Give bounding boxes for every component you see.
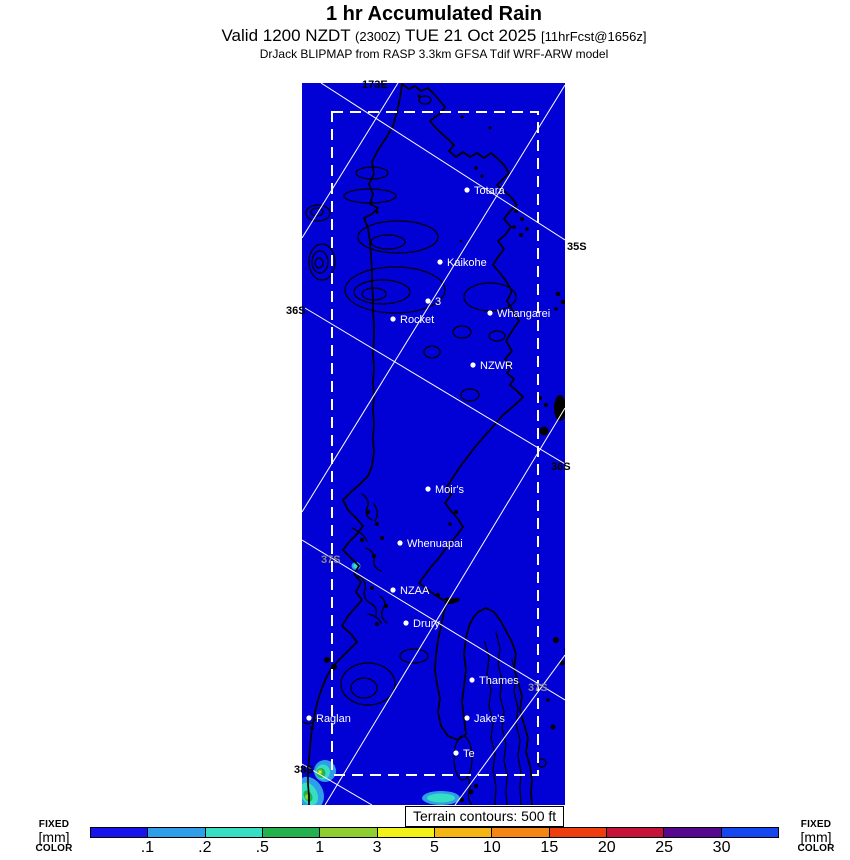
site-dot [403, 620, 408, 625]
site-dot [425, 486, 430, 491]
site-dot [470, 362, 475, 367]
colorbar-tick-label: 3 [372, 839, 382, 856]
colorbar-segment [147, 828, 204, 837]
colorbar-tick-label: 5 [430, 839, 439, 856]
site-label: Whangarei [497, 308, 551, 320]
site-label: Drury [413, 618, 440, 630]
colorbar-segment [319, 828, 376, 837]
site-label: Kaikohe [447, 257, 487, 269]
colorbar-caption-color: COLOR [797, 843, 835, 854]
site-label: Totara [474, 185, 505, 197]
site-label: Raglan [316, 713, 351, 725]
site-dot [306, 715, 311, 720]
site-label: Whenuapai [407, 538, 463, 550]
terrain-contours-note: Terrain contours: 500 ft [405, 806, 564, 827]
site-dot [390, 316, 395, 321]
graticule-label: 38S [294, 764, 314, 776]
colorbar-tick-label: 1 [315, 839, 325, 856]
colorbar-segment [491, 828, 548, 837]
site-dot [453, 750, 458, 755]
site-label: Thames [479, 675, 519, 687]
graticule-label: 173E [362, 79, 388, 91]
map-background [302, 83, 565, 805]
site-dot [397, 540, 402, 545]
site-label: Te [463, 748, 475, 760]
colorbar-segment [721, 828, 778, 837]
graticule-label: 37S [528, 682, 548, 694]
colorbar-tick-label: 15 [540, 839, 559, 856]
graticule-label: 37S [321, 554, 341, 566]
colorbar-segment [91, 828, 147, 837]
colorbar-segment [434, 828, 491, 837]
colorbar-segment [549, 828, 606, 837]
site-dot [464, 187, 469, 192]
colorbar-ticks [0, 839, 850, 857]
valid-date: TUE 21 Oct 2025 [400, 26, 542, 45]
colorbar-segment [377, 828, 434, 837]
site-label: Jake's [474, 713, 505, 725]
graticule-label: 36S [551, 461, 571, 473]
colorbar-caption-units: [mm] [800, 829, 832, 845]
site-label: 3 [435, 296, 442, 308]
colorbar-segment [606, 828, 663, 837]
colorbar-tick-label: 20 [597, 839, 616, 856]
colorbar [90, 827, 779, 838]
colorbar-tick-label: 10 [483, 839, 501, 856]
graticule-label: 36S [286, 305, 306, 317]
colorbar-caption-units: [mm] [38, 829, 70, 845]
site-label: NZWR [480, 360, 513, 372]
colorbar-caption-fixed: FIXED [38, 819, 70, 830]
colorbar-caption-right [792, 820, 840, 854]
colorbar-tick-label: .5 [255, 839, 269, 856]
model-line: DrJack BLIPMAP from RASP 3.3km GFSA Tdif WRF-ARW model [259, 47, 609, 61]
colorbar-caption-fixed: FIXED [800, 819, 832, 830]
colorbar-segment [262, 828, 319, 837]
graticule-label: 35S [567, 241, 587, 253]
site-label: Moir's [435, 484, 464, 496]
colorbar-tick-label: 25 [655, 839, 674, 856]
colorbar-tick-label: 30 [712, 839, 731, 856]
colorbar-segment [205, 828, 262, 837]
valid-zulu: (2300Z) [355, 29, 401, 44]
colorbar-segment [663, 828, 720, 837]
forecast-info: [11hrFcst@1656z] [541, 29, 647, 44]
site-label: NZAA [400, 585, 430, 597]
site-dot [390, 587, 395, 592]
site-dot [464, 715, 469, 720]
colorbar-tick-label: .2 [198, 839, 212, 856]
site-dot [437, 259, 442, 264]
page-title: 1 hr Accumulated Rain [326, 3, 542, 25]
valid-time: Valid 1200 NZDT [221, 26, 356, 45]
site-dot [469, 677, 474, 682]
site-label: Rocket [400, 314, 435, 326]
site-dot [425, 298, 430, 303]
colorbar-caption-color: COLOR [35, 843, 73, 854]
site-dot [487, 310, 492, 315]
colorbar-tick-label: .1 [140, 839, 155, 856]
